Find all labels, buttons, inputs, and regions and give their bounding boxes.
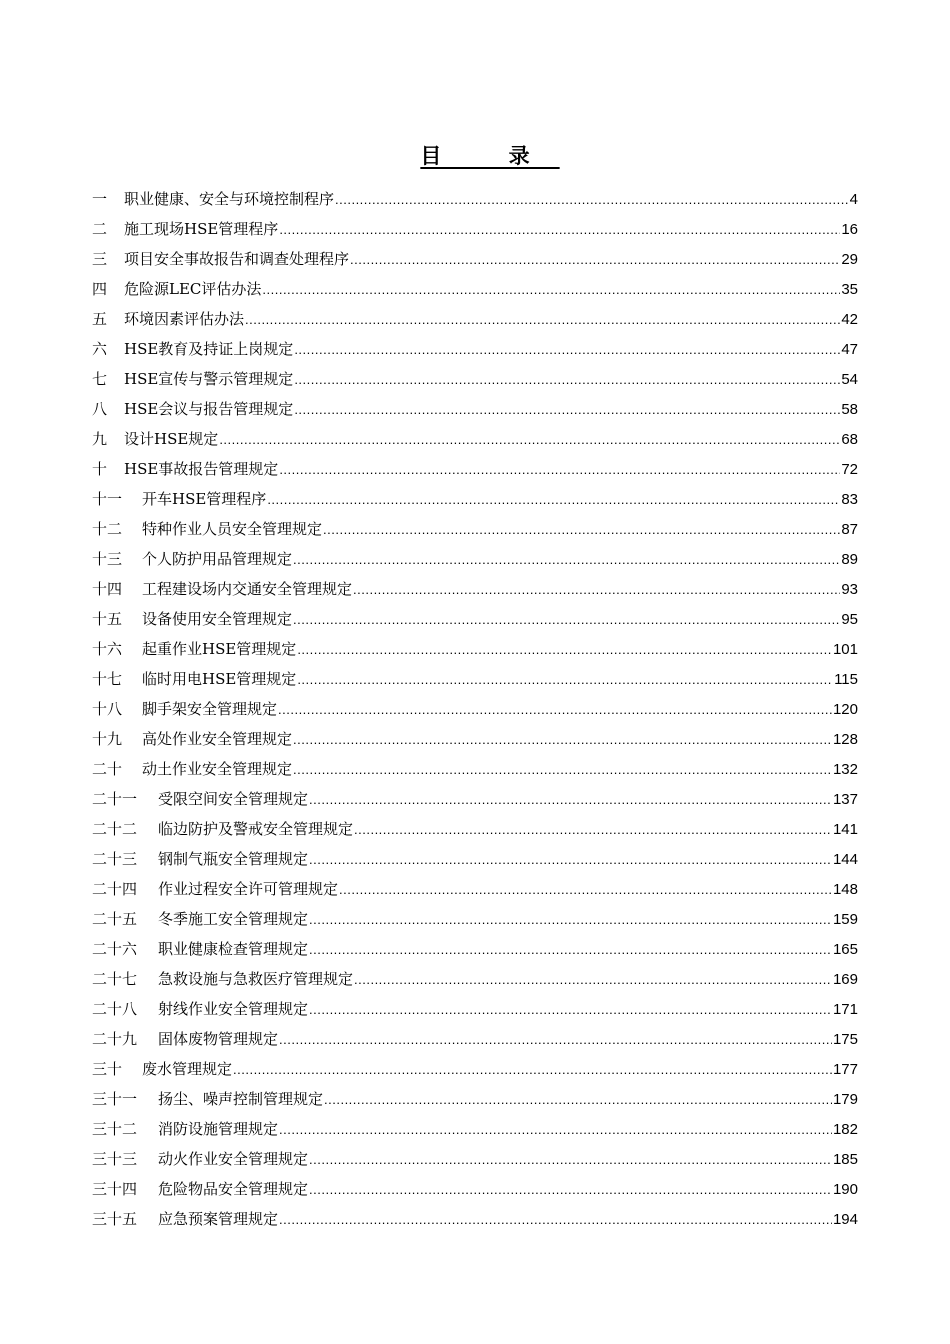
toc-entry-number: 二十四 [92, 880, 138, 898]
toc-entry[interactable] [92, 334, 858, 364]
toc-dot-leader [309, 905, 832, 935]
toc-entry-number: 十九 [92, 730, 123, 748]
toc-dot-leader [309, 935, 832, 965]
toc-entry-label: 作业过程安全许可管理规定 [158, 880, 339, 898]
toc-entry[interactable] [92, 724, 858, 754]
toc-entry-number: 六 [92, 340, 108, 358]
toc-entry-page-number: 93 [841, 581, 858, 598]
toc-dot-leader [278, 695, 832, 725]
toc-entry-number: 三十二 [92, 1120, 138, 1138]
toc-entry[interactable] [92, 304, 858, 334]
toc-title [0, 140, 950, 170]
toc-entry-label: 消防设施管理规定 [158, 1120, 279, 1138]
toc-entry[interactable] [92, 364, 858, 394]
toc-entry-page-number: 35 [841, 281, 858, 298]
toc-entry[interactable] [92, 1084, 858, 1114]
toc-entry-number: 二十七 [92, 970, 138, 988]
toc-entry-label: 危险源LEC评估办法 [124, 280, 262, 298]
toc-entry-number: 三十一 [92, 1090, 138, 1108]
toc-entry-label: 临边防护及警戒安全管理规定 [158, 820, 354, 838]
toc-entry-label: 临时用电HSE管理规定 [142, 670, 297, 688]
toc-entry-page-number: 132 [832, 761, 858, 778]
toc-dot-leader [279, 215, 840, 245]
toc-entry[interactable] [92, 634, 858, 664]
table-of-contents [92, 184, 858, 1234]
toc-entry-number: 一 [92, 190, 108, 208]
toc-dot-leader [279, 1025, 832, 1055]
toc-entry-page-number: 42 [841, 311, 858, 328]
toc-entry-number: 二十八 [92, 1000, 138, 1018]
toc-entry-page-number: 4 [849, 191, 858, 208]
toc-entry-page-number: 171 [832, 1001, 858, 1018]
toc-entry[interactable] [92, 544, 858, 574]
toc-entry-number: 二十六 [92, 940, 138, 958]
toc-entry-page-number: 89 [841, 551, 858, 568]
toc-dot-leader [354, 815, 832, 845]
toc-entry-label: 脚手架安全管理规定 [142, 700, 278, 718]
toc-entry-label: 急救设施与急救医疗管理规定 [158, 970, 354, 988]
toc-entry-label: 扬尘、噪声控制管理规定 [158, 1090, 324, 1108]
toc-dot-leader [294, 395, 840, 425]
toc-entry-number: 三十 [92, 1060, 123, 1078]
toc-dot-leader [293, 755, 832, 785]
toc-dot-leader [324, 1085, 832, 1115]
toc-entry-page-number: 58 [841, 401, 858, 418]
toc-entry-number: 二十一 [92, 790, 138, 808]
toc-entry[interactable] [92, 484, 858, 514]
toc-entry[interactable] [92, 1144, 858, 1174]
toc-entry[interactable] [92, 424, 858, 454]
toc-entry-number: 十八 [92, 700, 123, 718]
toc-entry-number: 十四 [92, 580, 123, 598]
toc-entry[interactable] [92, 754, 858, 784]
toc-entry-number: 二十五 [92, 910, 138, 928]
toc-entry-number: 七 [92, 370, 108, 388]
toc-entry-number: 二 [92, 220, 108, 238]
toc-entry-number: 十六 [92, 640, 123, 658]
toc-entry-number: 三十三 [92, 1150, 138, 1168]
toc-dot-leader [309, 1145, 832, 1175]
toc-entry[interactable] [92, 274, 858, 304]
toc-entry-number: 二十 [92, 760, 123, 778]
toc-title-text: 目 录 [420, 143, 560, 168]
toc-entry[interactable] [92, 904, 858, 934]
toc-entry[interactable] [92, 184, 858, 214]
toc-entry[interactable] [92, 784, 858, 814]
toc-entry[interactable] [92, 694, 858, 724]
toc-entry-page-number: 185 [832, 1151, 858, 1168]
toc-dot-leader [309, 785, 832, 815]
toc-entry[interactable] [92, 574, 858, 604]
toc-entry-page-number: 144 [832, 851, 858, 868]
toc-entry-number: 八 [92, 400, 108, 418]
toc-entry-number: 三十四 [92, 1180, 138, 1198]
toc-entry-page-number: 169 [832, 971, 858, 988]
toc-dot-leader [267, 485, 840, 515]
toc-dot-leader [309, 995, 832, 1025]
toc-entry-page-number: 29 [841, 251, 858, 268]
toc-dot-leader [339, 875, 832, 905]
toc-entry[interactable] [92, 874, 858, 904]
toc-entry-number: 十一 [92, 490, 123, 508]
toc-dot-leader [323, 515, 840, 545]
toc-dot-leader [262, 275, 840, 305]
toc-entry-number: 二十三 [92, 850, 138, 868]
toc-dot-leader [219, 425, 840, 455]
toc-entry-number: 二十九 [92, 1030, 138, 1048]
toc-entry-number: 十三 [92, 550, 123, 568]
toc-dot-leader [293, 605, 840, 635]
toc-entry-label: 起重作业HSE管理规定 [142, 640, 297, 658]
toc-entry-label: 工程建设场内交通安全管理规定 [142, 580, 353, 598]
toc-dot-leader [294, 365, 840, 395]
toc-entry-page-number: 54 [841, 371, 858, 388]
toc-entry-label: 冬季施工安全管理规定 [158, 910, 309, 928]
toc-entry-page-number: 179 [832, 1091, 858, 1108]
toc-entry[interactable] [92, 844, 858, 874]
toc-entry-label: 设备使用安全管理规定 [142, 610, 293, 628]
toc-entry[interactable] [92, 934, 858, 964]
toc-dot-leader [279, 1115, 832, 1145]
toc-entry-number: 四 [92, 280, 108, 298]
toc-entry-label: 职业健康、安全与环境控制程序 [124, 190, 335, 208]
toc-dot-leader [297, 635, 832, 665]
toc-entry-label: 个人防护用品管理规定 [142, 550, 293, 568]
toc-entry-page-number: 159 [832, 911, 858, 928]
toc-dot-leader [309, 845, 832, 875]
toc-entry[interactable] [92, 1204, 858, 1234]
toc-entry-page-number: 101 [832, 641, 858, 658]
toc-entry[interactable] [92, 454, 858, 484]
toc-entry-page-number: 194 [832, 1211, 858, 1228]
toc-entry-page-number: 72 [841, 461, 858, 478]
toc-dot-leader [350, 245, 840, 275]
toc-entry-page-number: 175 [832, 1031, 858, 1048]
toc-dot-leader [297, 665, 833, 695]
toc-entry-label: 项目安全事故报告和调查处理程序 [124, 250, 350, 268]
toc-entry-number: 十 [92, 460, 108, 478]
toc-entry-label: 危险物品安全管理规定 [158, 1180, 309, 1198]
toc-dot-leader [279, 455, 840, 485]
toc-entry-page-number: 120 [832, 701, 858, 718]
toc-entry-label: 设计HSE规定 [124, 430, 219, 448]
toc-entry-page-number: 68 [841, 431, 858, 448]
toc-entry-label: 特种作业人员安全管理规定 [142, 520, 323, 538]
toc-entry-number: 十二 [92, 520, 123, 538]
toc-entry-number: 九 [92, 430, 108, 448]
toc-entry-number: 五 [92, 310, 108, 328]
toc-entry-label: 受限空间安全管理规定 [158, 790, 309, 808]
toc-entry-page-number: 190 [832, 1181, 858, 1198]
toc-entry[interactable] [92, 1114, 858, 1144]
toc-entry[interactable] [92, 814, 858, 844]
toc-entry[interactable] [92, 1024, 858, 1054]
toc-entry-page-number: 148 [832, 881, 858, 898]
toc-entry-label: 开车HSE管理程序 [142, 490, 267, 508]
toc-entry-label: HSE会议与报告管理规定 [124, 400, 294, 418]
toc-entry-label: 动火作业安全管理规定 [158, 1150, 309, 1168]
toc-entry-label: 动土作业安全管理规定 [142, 760, 293, 778]
toc-dot-leader [279, 1205, 832, 1235]
toc-entry[interactable] [92, 664, 858, 694]
toc-entry-page-number: 95 [841, 611, 858, 628]
toc-entry-label: 射线作业安全管理规定 [158, 1000, 309, 1018]
toc-entry-label: 职业健康检查管理规定 [158, 940, 309, 958]
toc-entry[interactable] [92, 244, 858, 274]
toc-entry-number: 三十五 [92, 1210, 138, 1228]
toc-entry[interactable] [92, 994, 858, 1024]
toc-dot-leader [293, 545, 840, 575]
toc-entry-number: 十五 [92, 610, 123, 628]
toc-entry-page-number: 47 [841, 341, 858, 358]
toc-entry-page-number: 165 [832, 941, 858, 958]
toc-entry-page-number: 16 [841, 221, 858, 238]
toc-entry[interactable] [92, 1174, 858, 1204]
toc-entry-label: 高处作业安全管理规定 [142, 730, 293, 748]
toc-entry-number: 十七 [92, 670, 123, 688]
toc-entry-page-number: 128 [832, 731, 858, 748]
toc-entry-page-number: 83 [841, 491, 858, 508]
toc-entry[interactable] [92, 1054, 858, 1084]
toc-dot-leader [233, 1055, 832, 1085]
toc-entry[interactable] [92, 964, 858, 994]
toc-dot-leader [309, 1175, 832, 1205]
toc-entry-label: 固体废物管理规定 [158, 1030, 279, 1048]
toc-dot-leader [354, 965, 832, 995]
toc-entry-label: HSE教育及持证上岗规定 [124, 340, 294, 358]
toc-entry-label: 钢制气瓶安全管理规定 [158, 850, 309, 868]
toc-entry-page-number: 141 [832, 821, 858, 838]
toc-entry-label: 应急预案管理规定 [158, 1210, 279, 1228]
toc-entry-label: HSE事故报告管理规定 [124, 460, 279, 478]
toc-entry-number: 二十二 [92, 820, 138, 838]
toc-entry-page-number: 87 [841, 521, 858, 538]
toc-entry-label: 施工现场HSE管理程序 [124, 220, 279, 238]
toc-entry-label: HSE宣传与警示管理规定 [124, 370, 294, 388]
toc-entry-page-number: 137 [832, 791, 858, 808]
toc-entry-number: 三 [92, 250, 108, 268]
toc-dot-leader [353, 575, 840, 605]
toc-dot-leader [294, 335, 840, 365]
toc-entry-label: 环境因素评估办法 [124, 310, 245, 328]
toc-entry[interactable] [92, 604, 858, 634]
toc-entry[interactable] [92, 394, 858, 424]
toc-dot-leader [245, 305, 840, 335]
toc-entry-label: 废水管理规定 [142, 1060, 233, 1078]
toc-dot-leader [335, 185, 849, 215]
toc-entry-page-number: 115 [834, 671, 858, 688]
toc-entry[interactable] [92, 214, 858, 244]
toc-dot-leader [293, 725, 832, 755]
toc-entry-page-number: 182 [832, 1121, 858, 1138]
toc-entry[interactable] [92, 514, 858, 544]
toc-entry-page-number: 177 [832, 1061, 858, 1078]
